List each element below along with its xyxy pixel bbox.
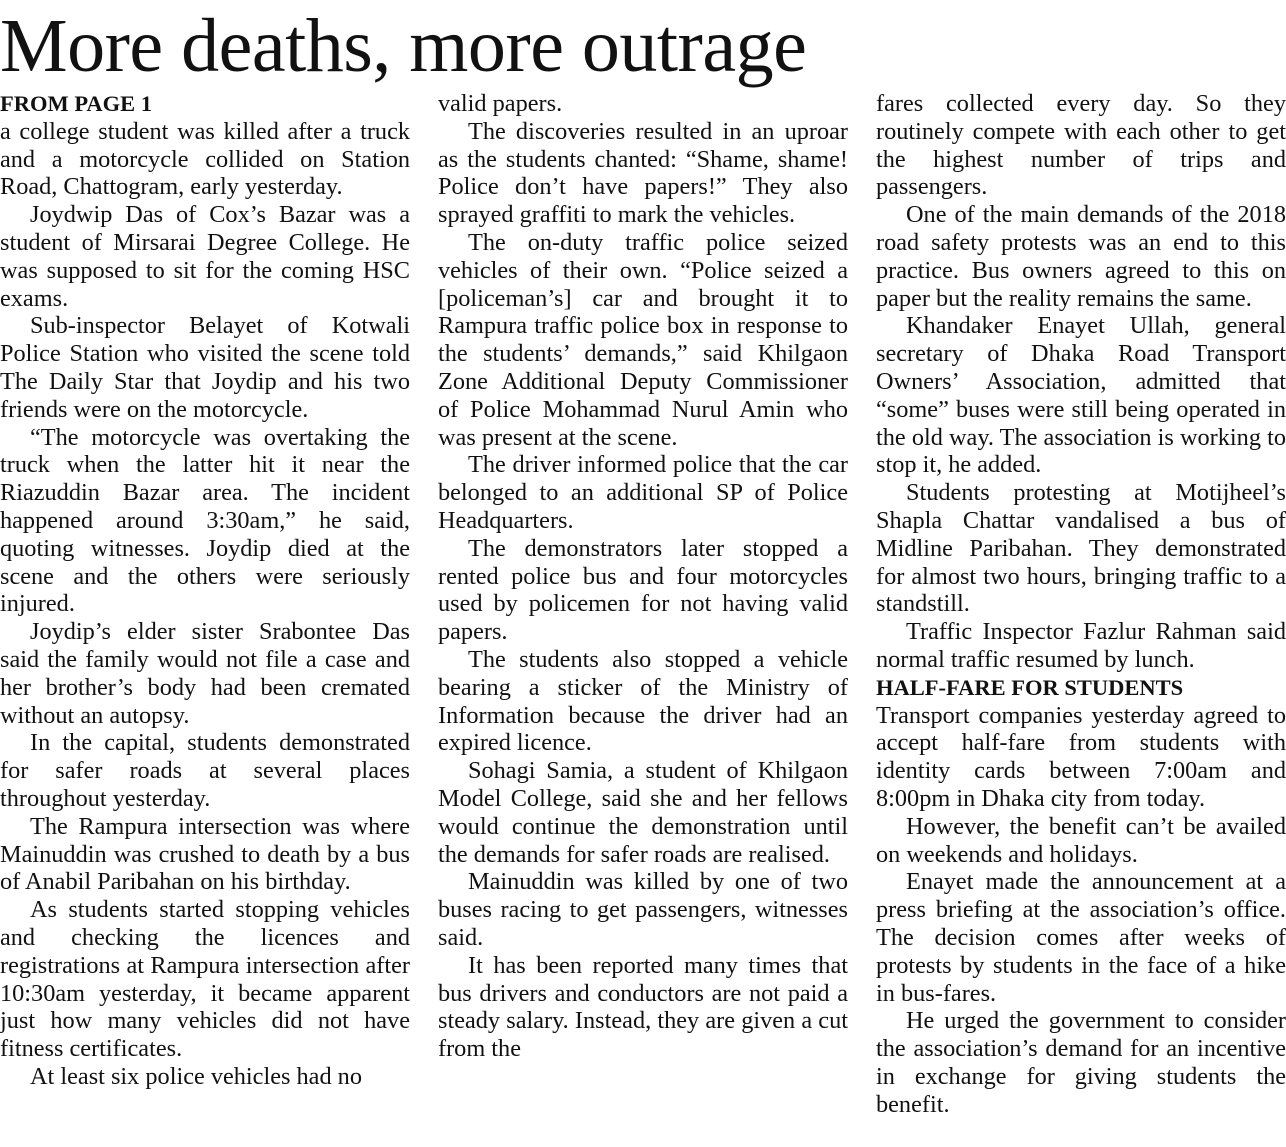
subhead-half-fare: HALF-FARE FOR STUDENTS (876, 674, 1184, 700)
paragraph: Sub-inspector Belayet of Kotwali Police Station who visited the scene told The Daily Star that Joydip and his two friends were on the motorcycle. (0, 312, 410, 423)
paragraph: “The motorcycle was overtaking the truck when the latter hit it near the Riazuddin Bazar area. The incident happened around 3:30am,” he said, quoting witnesses. Joydip died at the scene and the others were seriously injured. (0, 423, 410, 618)
paragraph: One of the main demands of the 2018 road safety protests was an end to this practice. Bus owners agreed to this on paper but the reality remains the same. (876, 201, 1286, 312)
paragraph: a college student was killed after a truck and a motorcycle collided on Station Road, Chattogram, early yesterday. (0, 117, 410, 201)
paragraph: valid papers. (438, 90, 563, 117)
paragraph: In the capital, students demonstrated for safer roads at several places throughout yesterday. (0, 729, 410, 812)
paragraph: The demonstrators later stopped a rented police bus and four motorcycles used by policemen for not having valid papers. (438, 534, 848, 646)
paragraph: Mainuddin was killed by one of two buses racing to get passengers, witnesses said. (438, 868, 848, 951)
paragraph: As students started stopping vehicles and checking the licences and registrations at Rampura intersection after 10:30am yesterday, it became apparent just how many vehicles did not have fitness certificates. (0, 896, 410, 1063)
kicker-from-page-1: FROM PAGE 1 (0, 91, 153, 116)
article-column-3 (876, 90, 1286, 1118)
paragraph: Transport companies yesterday agreed to accept half-fare from students with identity cards between 7:00am and 8:00pm in Dhaka city from today. (876, 701, 1286, 812)
paragraph: The Rampura intersection was where Mainuddin was crushed to death by a bus of Anabil Paribahan on his birthday. (0, 812, 410, 896)
paragraph: Students protesting at Motijheel’s Shapla Chattar vandalised a bus of Midline Paribahan. They demonstrated for almost two hours, bringing traffic to a standstill. (876, 479, 1286, 618)
paragraph: Khandaker Enayet Ullah, general secretary of Dhaka Road Transport Owners’ Association, admitted that “some” buses were still being operated in the old way. The association is working to stop it, he added. (876, 312, 1286, 479)
paragraph: Joydwip Das of Cox’s Bazar was a student of Mirsarai Degree College. He was supposed to sit for the coming HSC exams. (0, 201, 410, 312)
paragraph: Sohagi Samia, a student of Khilgaon Model College, said she and her fellows would continue the demonstration until the demands for safer roads are realised. (438, 757, 848, 868)
paragraph: Joydip’s elder sister Srabontee Das said the family would not file a case and her brother’s body had been cremated without an autopsy. (0, 618, 410, 729)
paragraph: Traffic Inspector Fazlur Rahman said normal traffic resumed by lunch. (876, 618, 1286, 673)
paragraph: The on-duty traffic police seized vehicles of their own. “Police seized a [policeman’s] car and brought it to Rampura traffic police box in response to the students’ demands,” said Khilgaon Zone Additional Deputy Commissioner of Police Mohammad Nurul Amin who was present at the scene. (438, 228, 848, 451)
paragraph: At least six police vehicles had no (30, 1062, 362, 1090)
headline: More deaths, more outrage (0, 4, 807, 88)
article-column-1 (0, 90, 410, 1091)
paragraph: Enayet made the announcement at a press briefing at the association’s office. The decision comes after weeks of protests by students in the face of a hike in bus-fares. (876, 868, 1286, 1007)
paragraph: It has been reported many times that bus drivers and conductors are not paid a steady salary. Instead, they are given a cut from the (438, 951, 848, 1063)
paragraph: The driver informed police that the car belonged to an additional SP of Police Headquarters. (438, 451, 848, 534)
article-column-2 (438, 90, 848, 1063)
paragraph: He urged the government to consider the association’s demand for an incentive in exchange for giving students the benefit. (876, 1007, 1286, 1118)
paragraph: The discoveries resulted in an uproar as the students chanted: “Shame, shame! Police don’t have papers!” They also sprayed graffiti to mark the vehicles. (438, 117, 848, 229)
paragraph: The students also stopped a vehicle bearing a sticker of the Ministry of Information because the driver had an expired licence. (438, 645, 848, 757)
paragraph: fares collected every day. So they routinely compete with each other to get the highest number of trips and passengers. (876, 90, 1286, 201)
paragraph: However, the benefit can’t be availed on weekends and holidays. (876, 812, 1286, 868)
